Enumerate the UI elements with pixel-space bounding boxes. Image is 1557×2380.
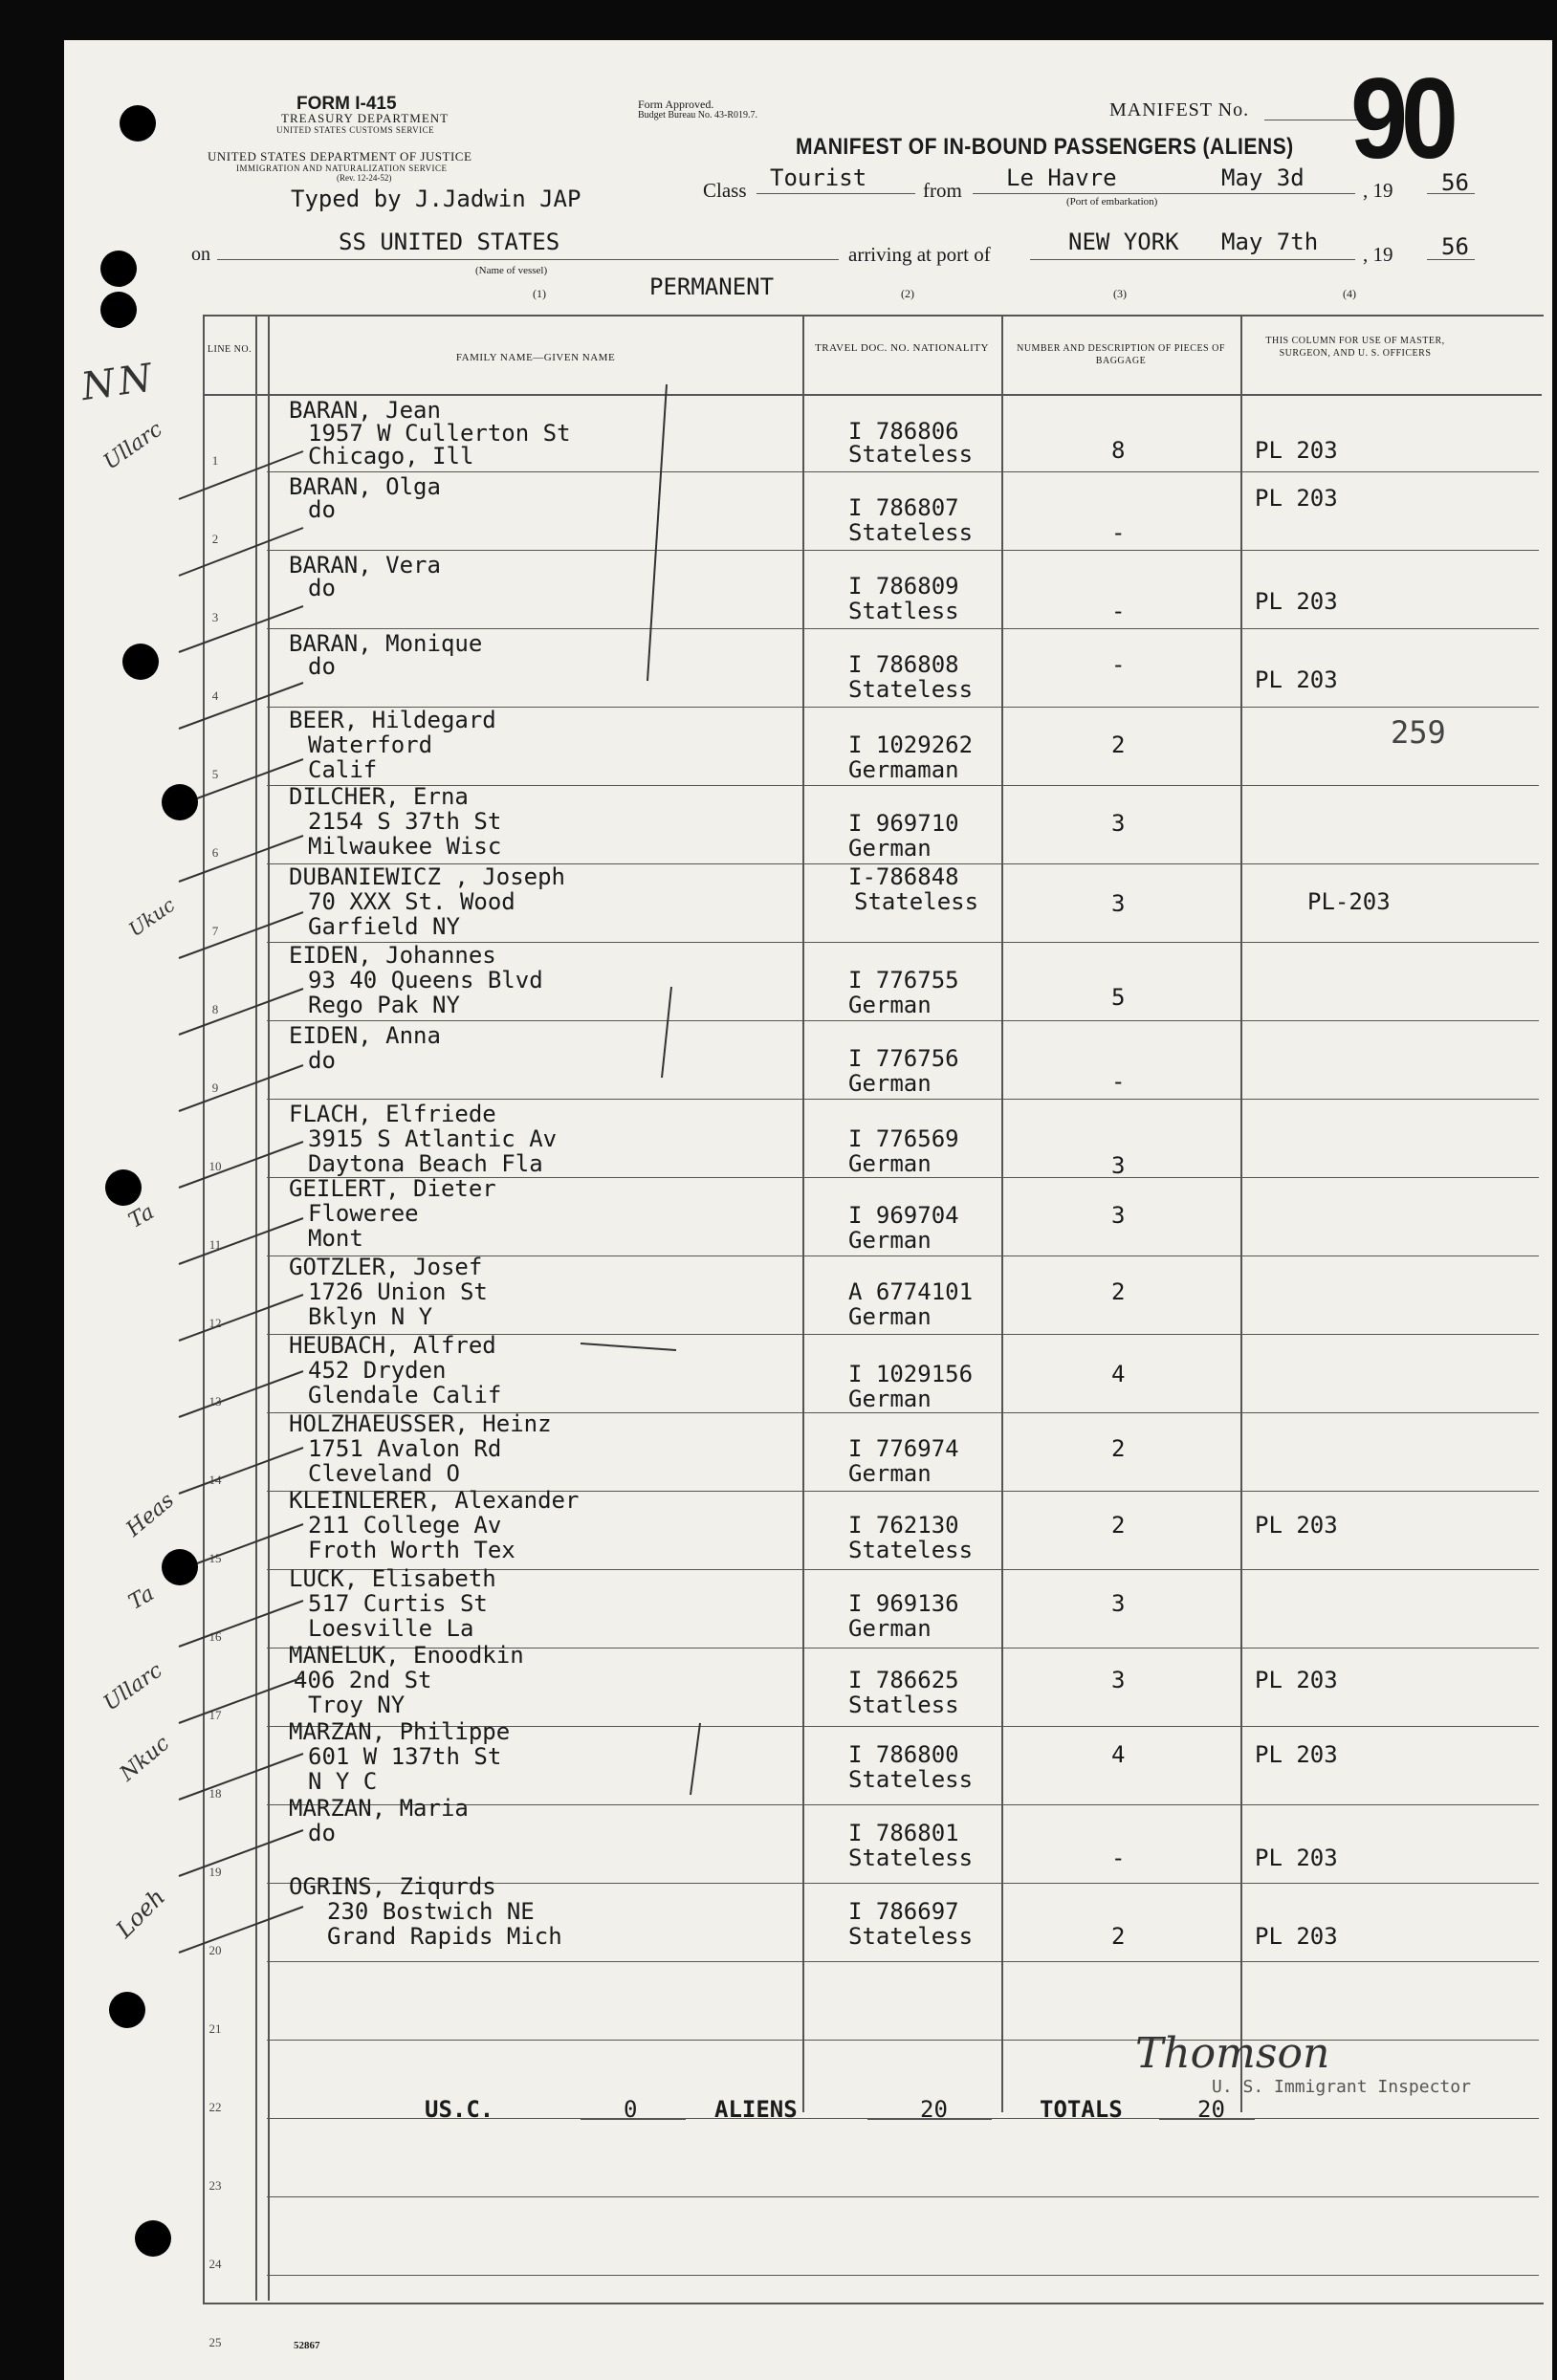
passenger-row: 10 FLACH, Elfriede 3915 S Atlantic Av Daytona Beach Fla I 776569 German 3 — [64, 1100, 1552, 1178]
year-1: 56 — [1441, 169, 1469, 196]
binder-hole — [100, 251, 137, 287]
dept-treasury: TREASURY DEPARTMENT — [281, 111, 450, 125]
margin-note-17: Ullarc — [99, 1658, 167, 1716]
passenger-row: 17 MANELUK, Enoodkin 406 2nd St Troy NY I 786625 Statless 3 PL 203 — [64, 1649, 1552, 1727]
col-header-name: FAMILY NAME—GIVEN NAME — [455, 352, 616, 363]
budget-bureau: Budget Bureau No. 43-R019.7. — [638, 110, 757, 120]
handwritten-259: 259 — [1391, 714, 1446, 751]
handwritten-strokes — [64, 40, 1552, 2380]
port-of-embarkation: Le Havre — [1006, 164, 1117, 191]
passenger-row: 18 MARZAN, Philippe 601 W 137th St N Y C I 786800 Stateless 4 PL 203 — [64, 1727, 1552, 1805]
year-2: 56 — [1441, 233, 1469, 260]
class-label: Class — [703, 179, 747, 202]
binder-hole — [120, 105, 156, 142]
arrival-date: May 7th — [1221, 229, 1319, 255]
empty-row: 24 — [64, 2197, 1552, 2276]
passenger-row: 3 BARAN, Vera do I 786809 Statless - PL 203 — [64, 551, 1552, 629]
passenger-row: 13 HEUBACH, Alfred 452 Dryden Glendale Calif I 1029156 German 4 — [64, 1335, 1552, 1413]
year-prefix-2: , 19 — [1363, 243, 1393, 266]
dept-ins: IMMIGRATION AND NATURALIZATION SERVICE — [236, 164, 448, 173]
passenger-row: 8 EIDEN, Johannes 93 40 Queens Blvd Rego Pak NY I 776755 German 5 — [64, 943, 1552, 1021]
typed-by: Typed by J.Jadwin JAP — [291, 186, 581, 212]
margin-note-15: Heas — [121, 1488, 180, 1542]
usc-label: US.C. — [425, 2096, 494, 2123]
binder-hole — [162, 1549, 198, 1585]
passenger-row: 16 LUCK, Elisabeth 517 Curtis St Loesville La I 969136 German 3 — [64, 1570, 1552, 1649]
on-label: on — [191, 244, 210, 265]
binder-hole — [122, 644, 159, 680]
dept-customs: UNITED STATES CUSTOMS SERVICE — [276, 125, 435, 135]
arrival-port: NEW YORK — [1068, 229, 1179, 255]
totals-value: 20 — [1197, 2096, 1225, 2123]
empty-row: 22 — [64, 2041, 1552, 2119]
passenger-row: 2 BARAN, Olga do I 786807 Stateless - PL 203 — [64, 472, 1552, 551]
form-revision: (Rev. 12-24-52) — [337, 173, 392, 183]
port-caption: (Port of embarkation) — [1066, 196, 1158, 207]
passenger-row: 4 BARAN, Monique do I 786808 Stateless - PL 203 — [64, 629, 1552, 708]
binder-hole — [100, 292, 137, 328]
passenger-row: 15 KLEINLERER, Alexander 211 College Av Froth Worth Tex I 762130 Stateless 2 PL 203 — [64, 1492, 1552, 1570]
from-label: from — [923, 179, 962, 202]
binder-hole — [162, 784, 198, 820]
manifest-number: 90 — [1350, 55, 1452, 183]
passenger-row: 20 OGRINS, Ziqurds 230 Bostwich NE Grand Rapids Mich I 786697 Stateless 2 PL 203 — [64, 1884, 1552, 1962]
margin-note-16: Ta — [124, 1582, 159, 1615]
passenger-row: 14 HOLZHAEUSSER, Heinz 1751 Avalon Rd Cleveland O I 776974 German 2 — [64, 1413, 1552, 1492]
passenger-row: 9 EIDEN, Anna do I 776756 German - — [64, 1021, 1552, 1100]
inspector-signature: Thomson — [1135, 2029, 1330, 2078]
status-permanent: PERMANENT — [649, 273, 775, 300]
dept-justice: UNITED STATES DEPARTMENT OF JUSTICE — [208, 149, 472, 164]
form-approved: Form Approved. — [638, 98, 714, 111]
manifest-no-label: MANIFEST No. — [1109, 99, 1250, 120]
departure-date: May 3d — [1221, 164, 1305, 191]
passenger-row: 12 GOTZLER, Josef 1726 Union St Bklyn N Y A 6774101 German 2 — [64, 1256, 1552, 1335]
margin-note-1: Ullarc — [99, 417, 167, 475]
passenger-row: 19 MARZAN, Maria do I 786801 Stateless - PL 203 — [64, 1805, 1552, 1884]
passenger-row: 1 BARAN, Jean 1957 W Cullerton St Chicago, Ill I 786806 Stateless 8 PL 203 — [64, 394, 1552, 472]
col-header-baggage: NUMBER AND DESCRIPTION OF PIECES OF BAGGAGE — [1017, 343, 1225, 366]
vessel-caption: (Name of vessel) — [475, 265, 548, 276]
margin-note-18: Nkuc — [115, 1731, 175, 1787]
manifest-title: MANIFEST OF IN-BOUND PASSENGERS (ALIENS) — [796, 134, 1294, 160]
arriving-label: arriving at port of — [848, 243, 991, 266]
binder-hole — [109, 1992, 145, 2028]
passenger-row: 7 DUBANIEWICZ , Joseph 70 XXX St. Wood Garfield NY I-786848 Stateless 3 PL-203 — [64, 864, 1552, 943]
vessel-name: SS UNITED STATES — [339, 229, 560, 255]
col2-number: (2) — [901, 287, 914, 300]
empty-row: 21 — [64, 1962, 1552, 2041]
form-number: FORM I-415 — [296, 94, 397, 114]
year-prefix-1: , 19 — [1363, 179, 1393, 202]
col-header-officers: THIS COLUMN FOR USE OF MASTER, SURGEON, AND U. S. OFFICERS — [1265, 336, 1445, 359]
margin-note-20: Loeh — [110, 1883, 171, 1944]
col4-number: (4) — [1343, 287, 1356, 300]
aliens-label: ALIENS — [714, 2096, 798, 2123]
col3-number: (3) — [1113, 287, 1127, 300]
binder-hole — [135, 2220, 171, 2257]
class-value: Tourist — [770, 164, 867, 191]
totals-label: TOTALS — [1040, 2096, 1123, 2123]
col-header-line: LINE NO. — [207, 344, 252, 355]
col-header-travel-doc: TRAVEL DOC. NO. NATIONALITY — [815, 342, 989, 354]
usc-value: 0 — [624, 2096, 638, 2123]
margin-note-7: Ukuc — [123, 892, 180, 942]
handwritten-nn: NN — [78, 355, 159, 410]
passenger-row: 6 DILCHER, Erna 2154 S 37th St Milwaukee Wisc I 969710 German 3 — [64, 786, 1552, 864]
col1-number: (1) — [533, 287, 546, 300]
manifest-page — [64, 40, 1552, 2380]
empty-row: 25 — [208, 2335, 222, 2349]
inspector-label: U. S. Immigrant Inspector — [1212, 2077, 1471, 2097]
empty-row: 23 — [64, 2119, 1552, 2197]
passenger-row: 11 GEILERT, Dieter Floweree Mont I 969704 German 3 — [64, 1178, 1552, 1256]
margin-note-11: Ta — [124, 1200, 159, 1234]
aliens-value: 20 — [920, 2096, 948, 2123]
passenger-row: 5 BEER, Hildegard Waterford Calif I 1029262 Germaman 2 — [64, 708, 1552, 786]
footer-form-number: 52867 — [294, 2340, 320, 2351]
binder-hole — [105, 1169, 142, 1206]
